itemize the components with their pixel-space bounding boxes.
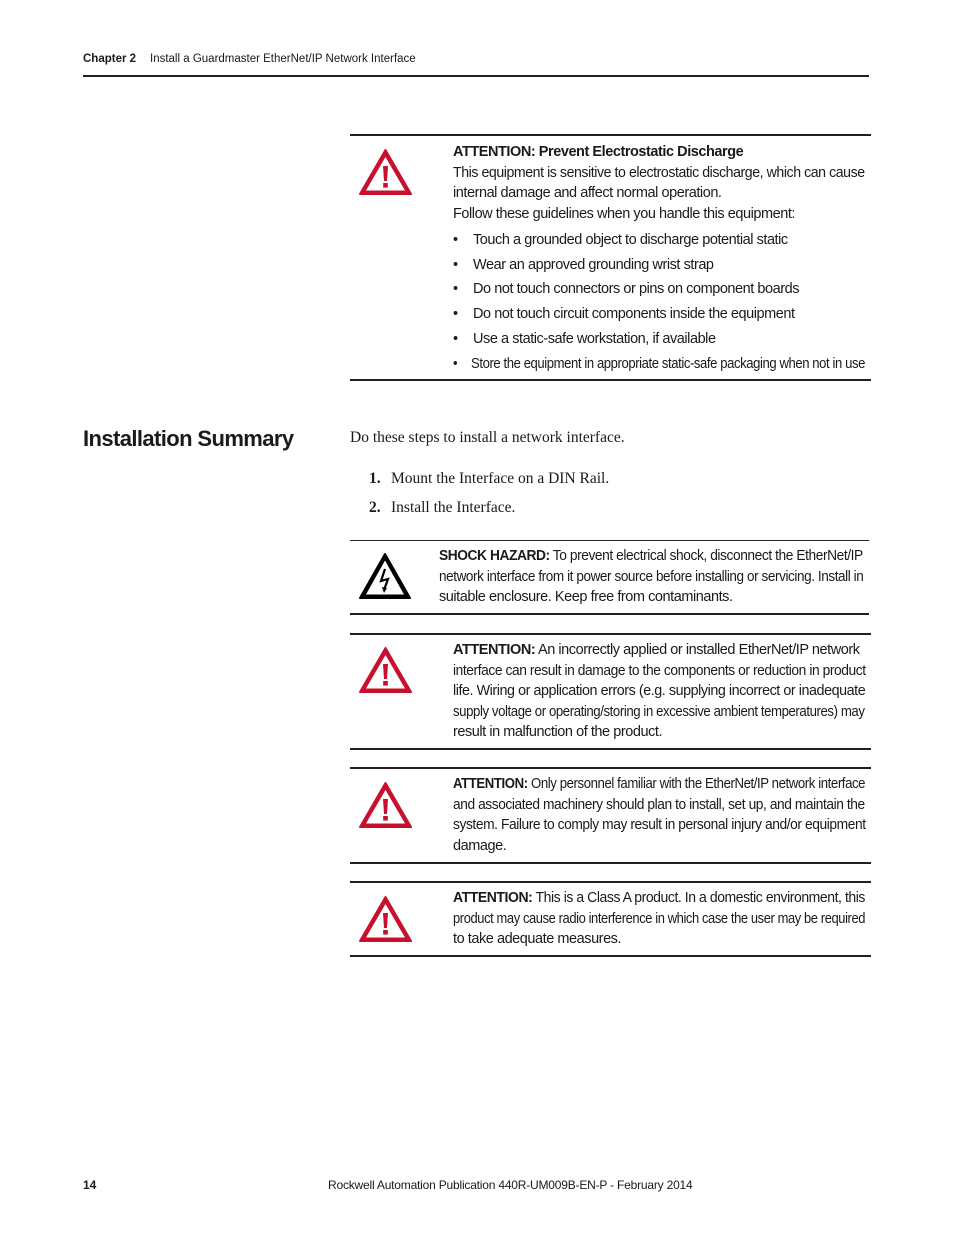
attention-line: An incorrectly applied or installed EtherNet/IP network: [535, 642, 860, 658]
attention-notice-misapplication: [350, 633, 871, 750]
step-text: Install the Interface.: [391, 499, 516, 516]
section-title: Installation Summary: [83, 426, 294, 451]
esd-notice-text: [453, 142, 865, 376]
page-header: [83, 53, 416, 65]
attention-line: and associated machinery should plan to install, set up, and maintain the: [453, 796, 865, 813]
attention-label: ATTENTION:: [453, 642, 536, 658]
shock-hazard-icon: [358, 552, 412, 600]
esd-notice-label: ATTENTION: Prevent Electrostatic Discharge: [453, 144, 744, 160]
attention-line: This is a Class A product. In a domestic environment, this: [532, 890, 865, 906]
section-intro: Do these steps to install a network interface.: [350, 429, 625, 446]
step-item: [369, 470, 609, 488]
shock-notice-line: network interface from it power source before installing or servicing. Install in: [439, 568, 864, 585]
shock-notice-line: suitable enclosure. Keep free from contaminants.: [439, 589, 733, 605]
attention-label: ATTENTION:: [453, 776, 528, 792]
attention-label: ATTENTION:: [453, 890, 533, 906]
chapter-title: Install a Guardmaster EtherNet/IP Network Interface: [150, 53, 416, 65]
list-item: • Do not touch connectors or pins on component boards: [453, 277, 865, 302]
shock-hazard-notice: [350, 540, 869, 615]
attention3-text: [453, 888, 865, 950]
list-item: • Store the equipment in appropriate static-safe packaging when not in use: [453, 352, 825, 377]
attention-line: result in malfunction of the product.: [453, 724, 663, 740]
attention-line: product may cause radio interference in which case the user may be required: [453, 910, 866, 927]
step-item: [369, 499, 515, 517]
attention-line: to take adequate measures.: [453, 931, 622, 947]
list-item: • Touch a grounded object to discharge potential static: [453, 228, 865, 253]
warning-triangle-icon: [358, 646, 413, 694]
step-number: 2.: [369, 499, 381, 516]
list-item: • Use a static-safe workstation, if available: [453, 327, 865, 352]
esd-notice-line: internal damage and affect normal operation.: [453, 185, 722, 201]
publication-info: Rockwell Automation Publication 440R-UM009B-EN-P - February 2014: [328, 1178, 693, 1192]
shock-notice-label: SHOCK HAZARD:: [439, 548, 550, 564]
attention-line: interface can result in damage to the components or reduction in product: [453, 662, 866, 679]
shock-notice-text: [439, 546, 863, 608]
shock-notice-line: To prevent electrical shock, disconnect the EtherNet/IP: [549, 548, 863, 564]
warning-triangle-icon: [358, 148, 413, 196]
esd-notice-line: Follow these guidelines when you handle this equipment:: [453, 205, 796, 222]
attention-notice-class-a: [350, 881, 871, 957]
attention-line: Only personnel familiar with the EtherNet/IP network interface: [527, 776, 866, 792]
attention-notice-personnel: [350, 767, 871, 864]
attention2-text: [453, 774, 865, 856]
esd-notice-line: This equipment is sensitive to electrostatic discharge, which can cause: [453, 164, 865, 181]
header-rule: [83, 75, 869, 77]
chapter-label: Chapter 2: [83, 53, 137, 65]
step-text: Mount the Interface on a DIN Rail.: [391, 470, 610, 487]
attention-line: system. Failure to comply may result in personal injury and/or equipment: [453, 817, 866, 833]
list-item: • Do not touch circuit components inside the equipment: [453, 302, 865, 327]
attention1-text: [453, 640, 865, 743]
step-number: 1.: [369, 470, 381, 487]
warning-triangle-icon: [358, 895, 413, 943]
attention-line: damage.: [453, 837, 507, 854]
esd-attention-notice: [350, 134, 871, 381]
page-number: 14: [83, 1178, 97, 1192]
esd-guidelines-list: [453, 228, 865, 376]
attention-line: supply voltage or operating/storing in excessive ambient temperatures) may: [453, 703, 865, 720]
list-item: • Wear an approved grounding wrist strap: [453, 253, 865, 278]
attention-line: life. Wiring or application errors (e.g. supplying incorrect or inadequate: [453, 683, 866, 699]
warning-triangle-icon: [358, 781, 413, 829]
